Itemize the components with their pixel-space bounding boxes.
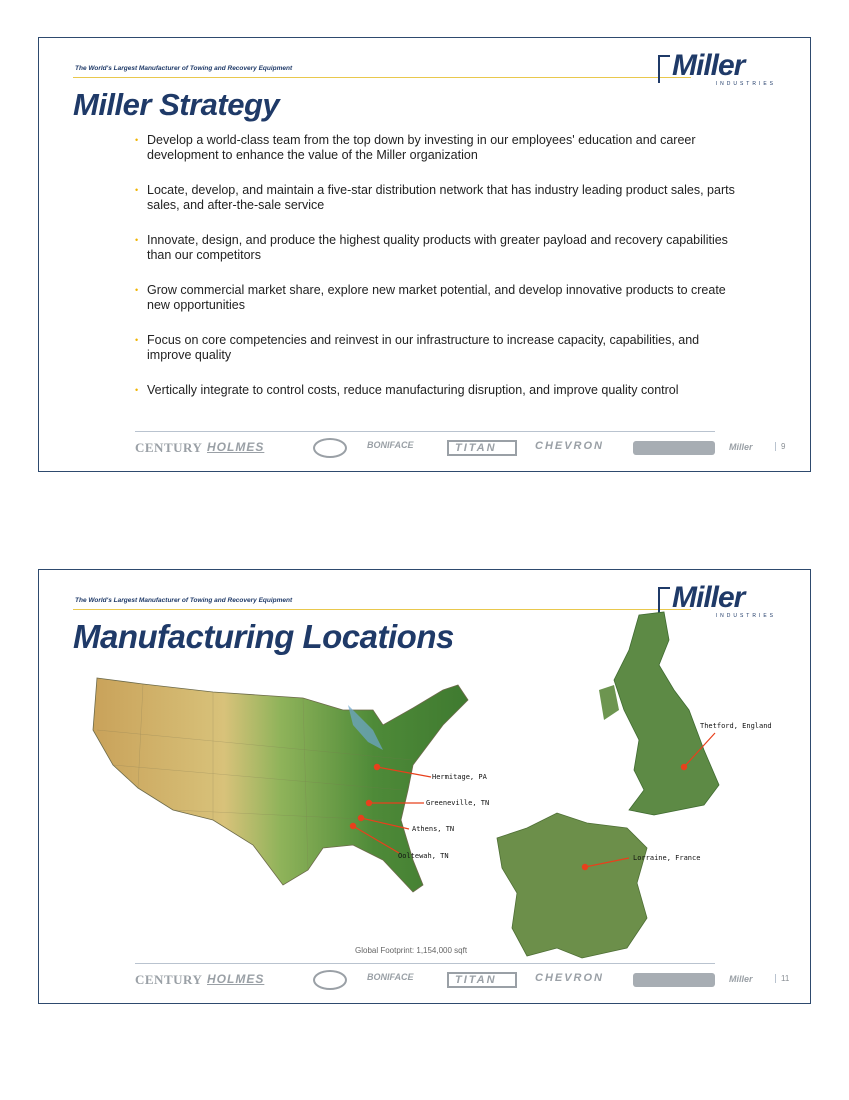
miller-mini-logo: Miller	[729, 442, 753, 452]
label-thetford: Thetford, England	[700, 722, 772, 730]
bullet-item: • Vertically integrate to control costs, reduce manufacturing disruption, and improve quality control	[135, 383, 735, 398]
jige-logo-icon	[633, 973, 715, 987]
logo-subtitle: INDUSTRIES	[715, 613, 776, 619]
label-hermitage: Hermitage, PA	[432, 773, 487, 781]
logo-word: Miller	[672, 581, 745, 614]
chevron-logo: CHEVRON	[535, 972, 605, 984]
logo-subtitle: INDUSTRIES	[715, 81, 776, 87]
vulcan-oval-logo-icon	[313, 970, 347, 990]
titan-logo: TITAN	[447, 440, 517, 456]
brand-strip	[135, 970, 790, 992]
slide-miller-strategy	[38, 37, 811, 472]
brand-divider	[135, 963, 715, 964]
global-footprint: Global Footprint: 1,154,000 sqft	[355, 946, 468, 955]
label-lorraine: Lorraine, France	[633, 854, 701, 862]
location-markers	[39, 570, 812, 1005]
bullet-item: • Grow commercial market share, explore new market potential, and develop innovative products to create new opportunities	[135, 283, 735, 313]
bullet-item: • Innovate, design, and produce the highest quality products with greater payload and recovery capabilities than our competitors	[135, 233, 735, 263]
tagline: The World's Largest Manufacturer of Towing and Recovery Equipment	[75, 65, 293, 72]
page-number: 11	[775, 974, 789, 983]
bullet-item: • Locate, develop, and maintain a five-star distribution network that has industry leading product sales, parts sales, and after-the-sale service	[135, 183, 735, 213]
jige-logo-icon	[633, 441, 715, 455]
holmes-logo: HOLMES	[207, 972, 265, 986]
tagline: The World's Largest Manufacturer of Towing and Recovery Equipment	[75, 597, 293, 604]
label-athens: Athens, TN	[412, 825, 455, 833]
century-logo: CENTURY	[135, 972, 203, 987]
bullet-item: • Develop a world-class team from the top down by investing in our employees' education and career development to enhance the value of the Miller organization	[135, 133, 735, 163]
tagline-rule	[73, 77, 691, 78]
vulcan-oval-logo-icon	[313, 438, 347, 458]
page-number: 9	[775, 442, 785, 451]
boniface-logo: BONIFACE	[367, 972, 414, 982]
miller-logo	[658, 51, 778, 87]
titan-logo: TITAN	[447, 972, 517, 988]
brand-strip	[135, 438, 785, 460]
slide-title: Miller Strategy	[73, 87, 280, 122]
slide-manufacturing-locations	[38, 569, 811, 1004]
holmes-logo: HOLMES	[207, 440, 265, 454]
slide-title: Manufacturing Locations	[73, 618, 454, 655]
boniface-logo: BONIFACE	[367, 440, 414, 450]
brand-divider	[135, 431, 715, 432]
strategy-bullet-list	[135, 133, 735, 418]
bullet-item: • Focus on core competencies and reinvest in our infrastructure to increase capacity, capabilities, and improve quality	[135, 333, 735, 363]
label-greeneville: Greeneville, TN	[426, 799, 490, 807]
miller-mini-logo: Miller	[729, 974, 753, 984]
century-logo: CENTURY	[135, 440, 203, 455]
chevron-logo: CHEVRON	[535, 440, 605, 452]
logo-word: Miller	[672, 49, 745, 82]
label-ooltewah: Ooltewah, TN	[398, 852, 449, 860]
logo-mark-icon	[658, 55, 670, 83]
